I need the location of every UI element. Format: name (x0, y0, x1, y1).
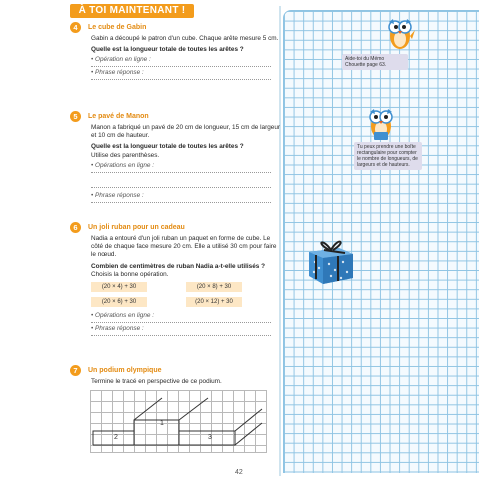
exercise-question: Quelle est la longueur totale de toutes les arêtes ? (91, 143, 244, 151)
operation-answer-line-2[interactable] (91, 177, 271, 188)
operation-options (91, 282, 281, 307)
phrase-answer-line[interactable]: • Phrase réponse : (91, 325, 271, 336)
operation-answer-line[interactable]: • Opérations en ligne : (91, 312, 271, 323)
phrase-answer-line[interactable]: • Phrase réponse : (91, 69, 271, 80)
exercise-hint: Utilise des parenthèses. (91, 151, 160, 159)
podium-drawing-grid[interactable] (90, 390, 267, 453)
exercise-question: Combien de centimètres de ruban Nadia a-t-elle utilisés ? (91, 262, 266, 270)
option-a[interactable]: (20 × 4) + 30 (91, 282, 147, 292)
exercise-title: Le pavé de Manon (88, 113, 149, 120)
section-banner: À TOI MAINTENANT ! (70, 4, 194, 18)
tip-note: Tu peux prendre une boîte rectangulaire pour compter le nombre de longueurs, de largeurs et de hauteurs. (354, 142, 422, 170)
exercise-title: Le cube de Gabin (88, 24, 147, 31)
exercise-number: 4 (70, 22, 81, 33)
page-number: 42 (235, 469, 243, 476)
exercise-title: Un joli ruban pour un cadeau (88, 224, 185, 231)
exercise-text: Nadia a entouré d'un joli ruban un paquet en forme de cube. Le côté de chaque face mesure 20 cm. Elle a utilisé 30 cm pour faire le nœud. (91, 235, 277, 259)
operation-answer-line[interactable]: • Opérations en ligne : (91, 162, 271, 173)
memo-note: Aide-toi du Mémo Chouette page 63. (342, 54, 408, 70)
exercise-text: Termine le tracé en perspective de ce podium. (91, 378, 222, 385)
operation-answer-line[interactable]: • Opération en ligne : (91, 56, 271, 67)
exercise-number: 6 (70, 222, 81, 233)
podium-outline (90, 390, 266, 452)
exercise-text: Manon a fabriqué un pavé de 20 cm de longueur, 15 cm de largeur et 10 cm de hauteur. (91, 124, 281, 140)
exercise-title: Un podium olympique (88, 367, 162, 374)
exercise-text: Gabin a découpé le patron d'un cube. Chaque arête mesure 5 cm. (91, 35, 279, 42)
option-b[interactable]: (20 × 8) + 30 (186, 282, 242, 292)
podium-label-2: 2 (114, 434, 118, 441)
exercise-hint: Choisis la bonne opération. (91, 270, 169, 278)
option-c[interactable]: (20 × 6) + 30 (91, 297, 147, 307)
exercise-number: 5 (70, 111, 81, 122)
owl-mascot-icon (366, 104, 396, 142)
podium-label-1: 1 (160, 420, 164, 427)
gift-box-icon (305, 234, 357, 286)
podium-label-3: 3 (208, 434, 212, 441)
phrase-answer-line[interactable]: • Phrase réponse : (91, 192, 271, 203)
exercise-question: Quelle est la longueur totale de toutes les arêtes ? (91, 46, 244, 54)
exercise-number: 7 (70, 365, 81, 376)
option-d[interactable]: (20 × 12) + 30 (186, 297, 242, 307)
owl-mascot-icon (385, 14, 415, 52)
